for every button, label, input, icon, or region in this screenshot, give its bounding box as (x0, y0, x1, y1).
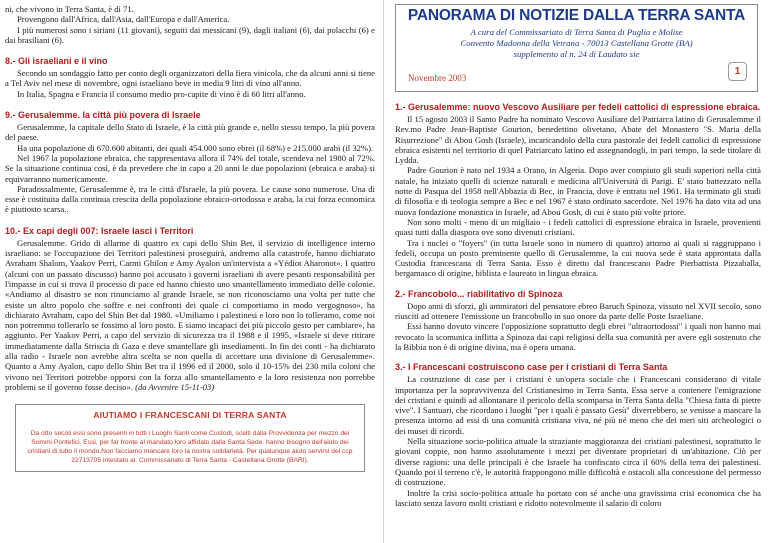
article-paragraph: Padre Gourion è nato nel 1934 a Orano, in Algeria. Dopo aver compiuto gli studi superiori nella città natale, ha iniziato quelli di scienze naturali e medicina all'Università di Parigi. E' stato battezzato nella notte di Pasqua del 1958 nell'Abbazia di Bec, in Francia, dove è entrato nel 1961. Ha terminato gli studi di filosofia e di teologia sempre a Bec e nel 1967 è stato ordinato sacerdote. Nel 1976 ha dato vita ad una nuova fondazione monastica in Israele, ad Abou Gosh, di cui è stato più volte priore. (395, 165, 761, 217)
article-paragraph: Paradossalmente, Gerusalemme è, tra le città d'Israele, la più povera. Le cause sono numerose. Una di esse è costituita dalla continua crescita della popolazione ebraico-ortodossa e araba, la cui forza economica è piuttosto scarsa.. (5, 183, 375, 215)
article-jerusalem-poverty (5, 110, 375, 215)
article-title: 1.- Gerusalemme: nuovo Vescovo Ausiliare per fedeli cattolici di espressione ebraica. (395, 102, 761, 112)
article-text: Gerusalemme. Grido di allarme di quattro ex capi dello Shin Bet, il servizio di intelligence interno israeliano: se l'occupazione dei Territori palestinesi proseguirà, andremo alla catastrofe, hanno dichiarato Avraham Shalom, Yaakov Perri, Carmi Ghilon e Amy Ayalon un'intervista a «Yédiot Aharonot». I quattro (alcuni con un passato discusso) hanno poi accusato i governi israeliani di avere pesanti responsabilità per l'impasse in cui si trova il processo di pace ed hanno chiesto uno smantellamento immediato delle colonie. «Andiamo al disastro se non rinunciamo al grande Israele, se non riconosciamo una volta per tutte che esiste un altro popolo che soffre e nei confronti dei quale ci comportiamo in modo vergognoso», ha dichiarato Avraham, capo del Shin Bet dal 1980. «Umiliamo i palestinesi e loro non lo tolleramo, come noi non potremmo tollerarlo se fossimo al loro posto. E siamo incapaci dei più piccolo gesto per cambiare», ha aggiunto. Per Yaakov Perri, a capo del servizio di sicurezza tra il 1988 e il 1995, «Israele si deve ritirare immediatamente dalla Striscia di Gaza e deve smantellare gli insediamenti. In fin dei conti - ha dichiarato alla radio - Israele non avrebbe altra scelta se non quella di accettare una divisione di Gerusalemme». Quanto a Amy Ayalon, capo dello Shin Bet tra il 1996 ed il 2000, solo il 10-15% dei 230 mila coloni che vivono nei Territori potrebbe opporsi con la forza allo smantellamento e la loro resistenza non porrebbe problemi se il governo fosse deciso». (5, 237, 375, 392)
masthead-title: PANORAMA DI NOTIZIE DALLA TERRA SANTA (407, 7, 746, 24)
masthead-subtitle-line: Convento Madonna della Vetrana - 70013 Castellana Grotte (BA) (460, 38, 693, 49)
article-paragraph (5, 238, 375, 392)
article-paragraph: Tra i nuclei o "foyers" (in tutta Israele sono in numero di quattro) attorno ai quali si raggruppano i fedeli, occupa un posto preminente quello di Gerusalemme, la cui nuova sede è stata approntata dalla Custodia francescana di Terra Santa. Esso è diretto dal francescano Padre Pierbattista Pizzaballa, bergamasco di origine, biblista e laureato in lingua ebraica. (395, 237, 761, 279)
article-paragraph: Gerusalemme, la capitale dello Stato di Israele, è la città più grande e, nello stesso tempo, la più povera del paese. (5, 122, 375, 143)
article-paragraph: Nella situazione socio-politica attuale la straziante maggioranza dei cristiani palestinesi, soprattutto le giovani coppie, non hanno assolutamente i mezzi per diventare proprietari di un'abitazione. Ciò per diverse ragioni: una delle principali è che Israele ha confiscato circa il 60% della terra dei palestinesi. Quando poi il terreno c'è, le autorità frappongono mille difficoltà e ostacoli alla concessione del permesso di costruzione. (395, 436, 761, 488)
masthead-subtitle-line: A cura del Commissariato di Terra Santa di Puglia e Molise (470, 27, 683, 38)
intro-line: I più numerosi sono i siriani (11 giovani), seguiti dai messicani (9), dagli italiani (6), dai polacchi (6) e dai brasiliani (6). (5, 24, 375, 45)
appeal-text: Da otto secoli essi sono presenti in tutti i Luoghi Santi come Custodi, scelti dalla Provvidenza per mezzo dei Sommi Pontefici. Essi, per far fronte al mandato loro affidato dalla Santa Sede. hanno bisogno dell'aiuto dei cristiani di tutto il mondo.Non facciamo mancare loro la nostra solidarietà. Per qualunque aiuto servirsi del ccp 22713705 intestato al: Commissariato di Terra Santa - Castellana Grotte (BARI). (27, 429, 353, 465)
article-title: 10.- Ex capi degli 007: Israele lasci i Territori (5, 225, 194, 236)
page-number-badge: 1 (728, 62, 747, 81)
article-franciscan-houses (395, 362, 761, 508)
article-wine (5, 56, 375, 99)
article-title: 9.- Gerusalemme. la città più povera di Israele (5, 110, 201, 121)
article-paragraph: Dopo anni di sforzi, gli ammiratori del pensatore ebreo Baruch Spinoza, vissuto nel XVII secolo, sono riusciti ad ottenere l'emissione un francobollo in suo onore da parte delle Poste Israeliane. (395, 300, 761, 322)
article-paragraph: Essi hanno dovuto vincere l'opposizione soprattutto degli ebrei "ultraortodossi" i quali non hanno mai revocato la scomunica inflitta a Spinoza dai capi religiosi della sua comunità per avere egli sostenuto che la Bibbia non è di origine divina, ma è opera umana. (395, 321, 761, 352)
appeal-box (15, 404, 365, 472)
article-title: 8.- Gli israeliani e il vino (5, 56, 108, 67)
article-auxiliary-bishop (395, 102, 761, 279)
intro-continuation (5, 4, 375, 45)
article-paragraph: Ha una popolazione di 670.600 abitanti, dei quali 454.000 sono ebrei (il 68%) e 215.000 arabi (il 32%). (17, 142, 374, 153)
article-paragraph: Inoltre la crisi socio-politica attuale ha portato con sé anche una gravissima crisi economica che ha lasciato senza lavoro molti cristiani e ridotto notevolmente il salario di coloro (395, 487, 761, 508)
article-paragraph: Il 15 agosto 2003 il Santo Padre ha nominato Vescovo Ausiliare del Patriarca latino di Gerusalemme il Rev.mo Padre Jean-Baptiste Gourion, benedettino olivetano, Abate del Monastero "S. Maria della Risurrezione" di Abou Gosh (Israele), incaricandolo della cura pastorale dei fedeli cattolici di espressione ebraica esistenti nel territorio di quel Patriarcato latino ed assegnandogli, in pari tempo, la sede titolare di Lydda. (395, 114, 761, 166)
article-paragraph: La costruzione di case per i cristiani è un'opera sociale che i Francescani considerano di vitale importanza per la sopravvivenza del Cristianesimo in Terra Santa. Essa serve a contenere l'emigrazione dei cristiani e quindi ad allontanare il pericolo della scomparsa in Terra Santa della "Chiesa fatta di pietre vive". I Santuari, che ricordano i luoghi "per i quali è passato Gesù" diverrebbero, se venisse a mancare la presenza intorno ad essi di una comunità cristiana viva, né più né meno che dei meri siti archeologici o dei musei di ricordi. (395, 374, 761, 436)
issue-date: Novembre 2003 (408, 72, 467, 83)
intro-line: Provengono dall'Africa, dall'Asia, dall'Europa e dall'America. (17, 14, 230, 25)
article-paragraph: In Italia, Spagna e Francia il consumo medio pro-capite di vino è di 60 litri all'anno. (17, 88, 306, 99)
article-shin-bet (5, 226, 375, 392)
right-column (395, 4, 761, 540)
left-column (5, 4, 375, 540)
masthead-subtitle (402, 27, 751, 60)
masthead (395, 4, 758, 92)
intro-line: ni, che vivono in Terra Santa, è di 71. (5, 4, 134, 14)
article-spinoza-stamp (395, 289, 761, 352)
appeal-title: AIUTIAMO I FRANCESCANI DI TERRA SANTA (93, 410, 287, 421)
article-title: 3.- I Francescani costruiscono case per i cristiani di Terra Santa (395, 362, 668, 373)
column-divider (383, 0, 384, 543)
article-paragraph: Secondo un sondaggio fatto per conto degli organizzatori della fiera vinicola, che da alcuni anni si tiene a Tel Aviv nel mese di novembre, ogni israeliano beve in media 9 litri di vino all'anno. (5, 68, 375, 89)
masthead-subtitle-line: supplemento al n. 24 di Laudato sie (513, 49, 640, 60)
article-paragraph: Non sono molti - meno di un migliaio - i fedeli cattolici di espressione ebraica in Israele, provenienti quasi tutti dalla diaspora ove sono divenuti cristiani. (395, 216, 761, 238)
article-paragraph: Nel 1967 la popolazione ebraica, che rappresentava allora il 74% del totale, scendeva nel 1980 al 72%. Se la situazione continua così, è da prevedere che in capo a 20 anni le due popolazioni (ebraica e araba) si equivarranno numericamente. (5, 152, 375, 184)
article-title: 2.- Francobolo... riabilitativo di Spinoza (395, 288, 563, 299)
article-source: (da Avvenire 15-11-03) (135, 381, 215, 392)
